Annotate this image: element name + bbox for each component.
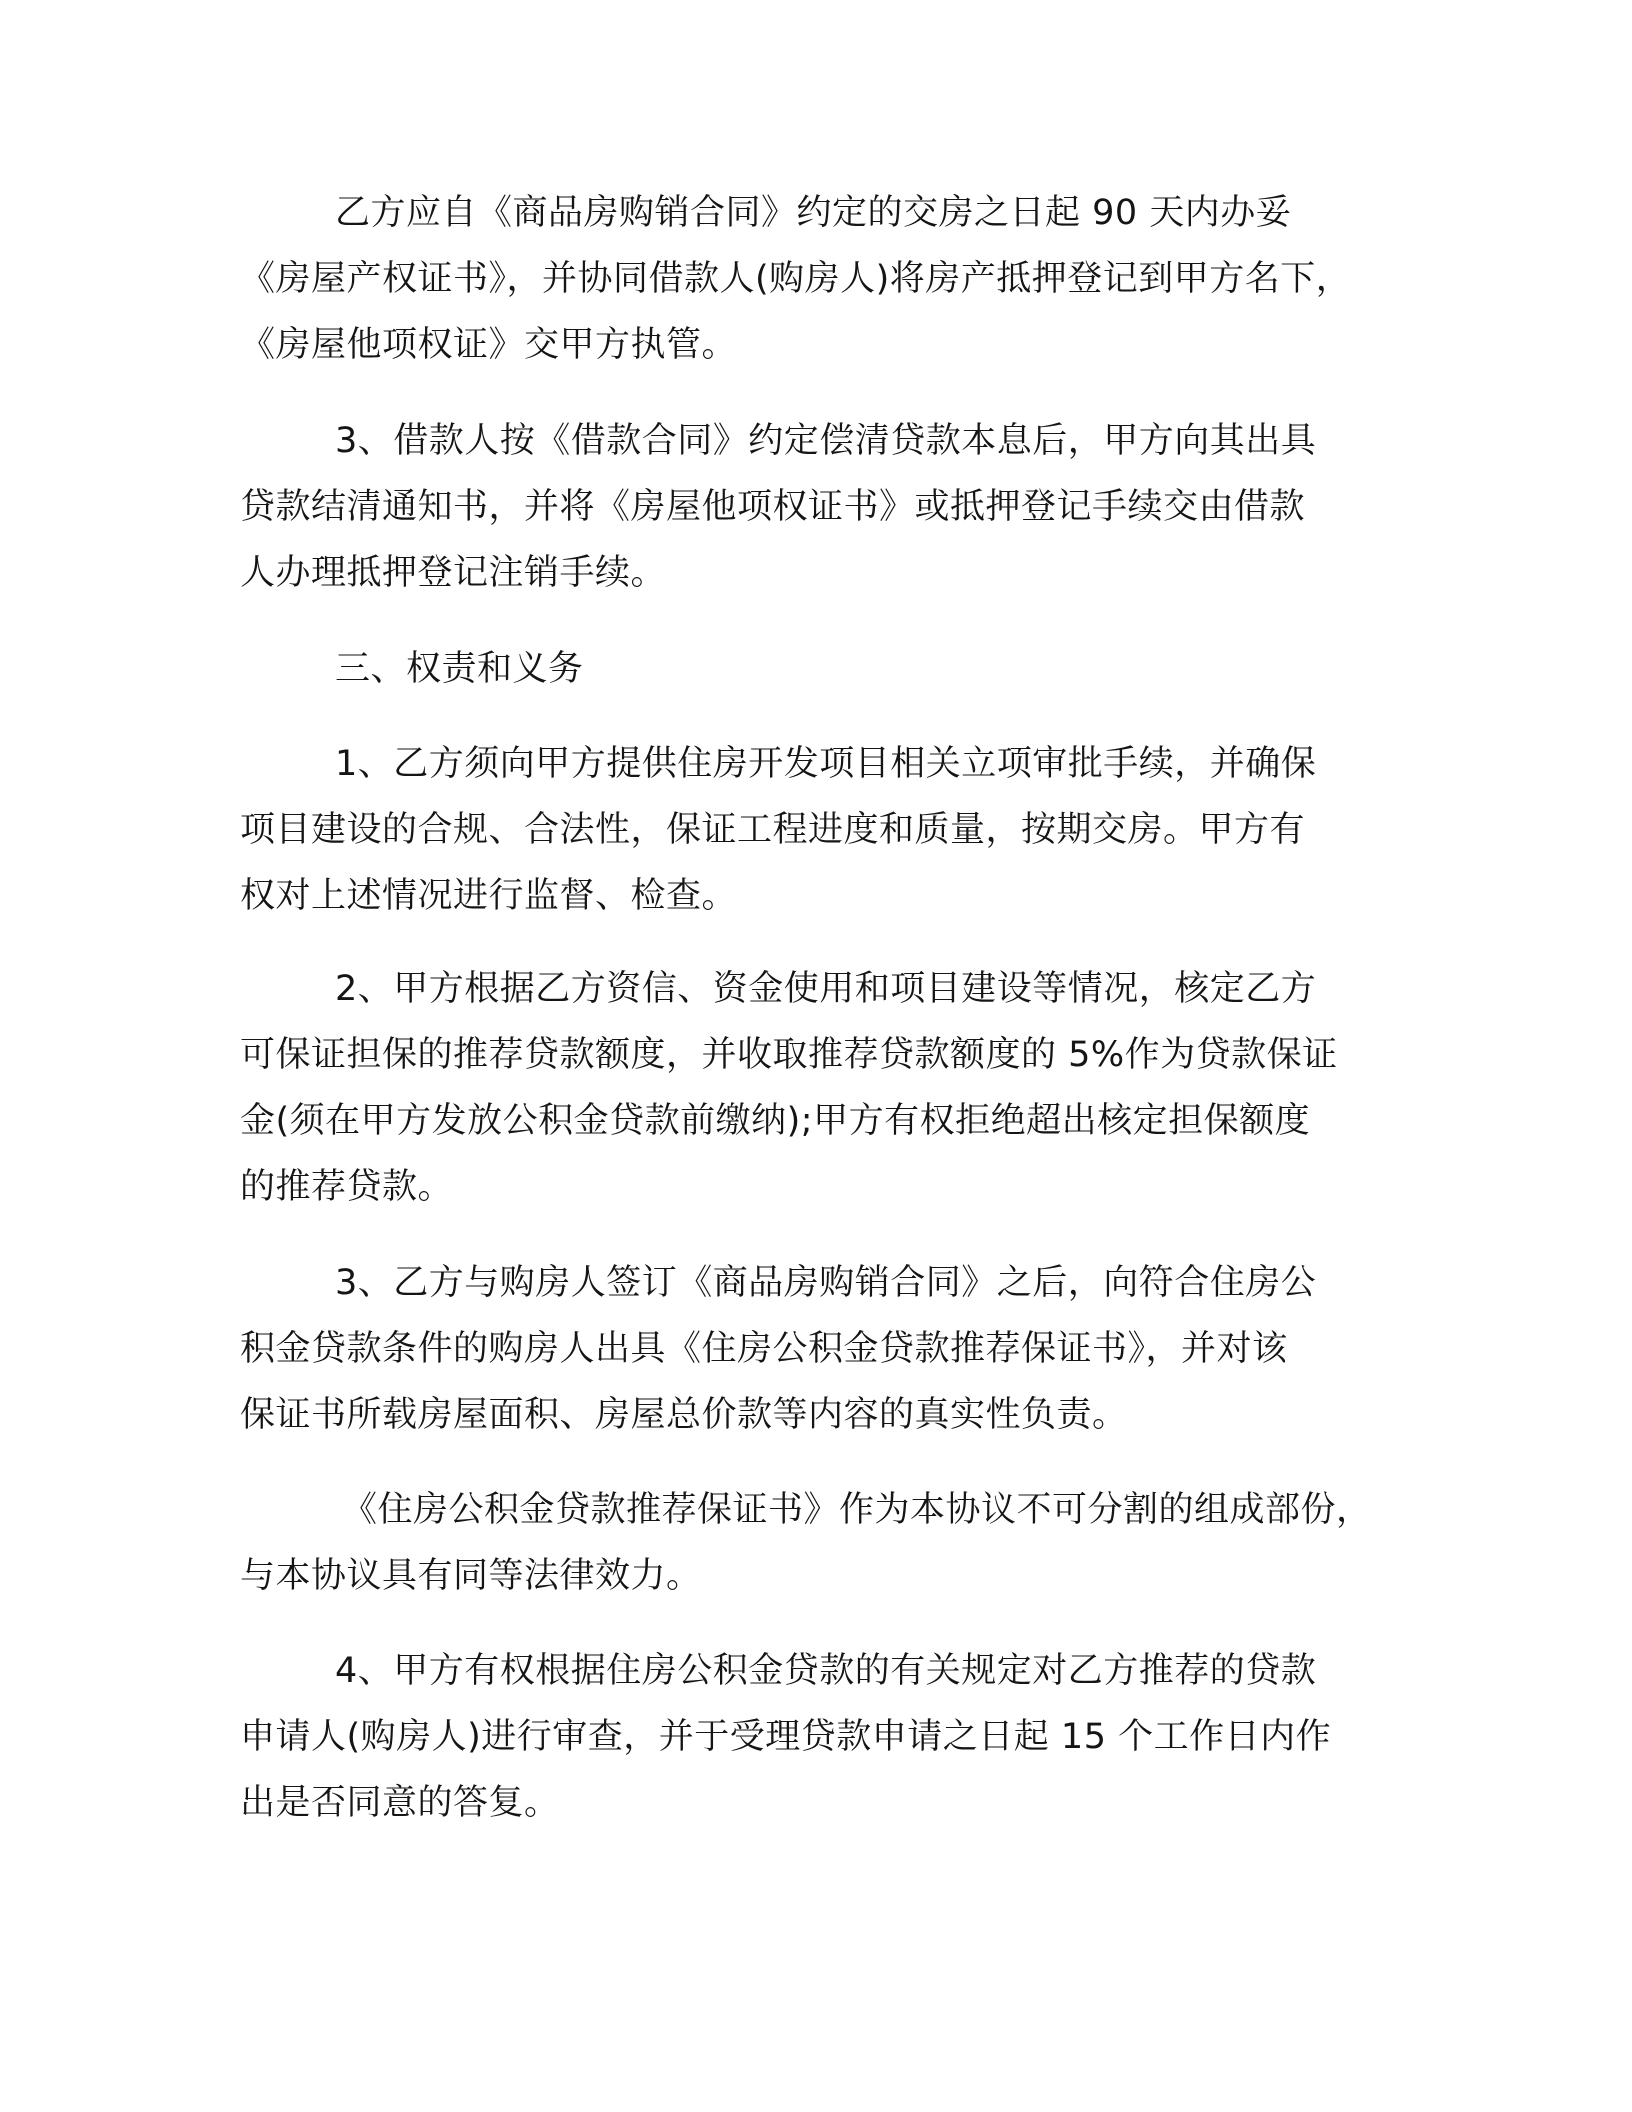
paragraph-line: 的推荐贷款。 bbox=[240, 1167, 454, 1207]
paragraph-line: 可保证担保的推荐贷款额度，并收取推荐贷款额度的 5%作为贷款保证 bbox=[240, 1035, 1338, 1075]
paragraph-clause-3-loan-settlement bbox=[240, 408, 1316, 606]
paragraph-line: 贷款结清通知书，并将《房屋他项权证书》或抵押登记手续交由借款 bbox=[240, 487, 1306, 527]
paragraph-obligation-2 bbox=[240, 956, 1338, 1220]
paragraph-line: 与本协议具有同等法律效力。 bbox=[240, 1556, 702, 1596]
paragraph-obligation-1 bbox=[240, 731, 1316, 929]
section-heading-rights-obligations bbox=[240, 636, 584, 702]
paragraph-line: 出是否同意的答复。 bbox=[240, 1783, 560, 1823]
paragraph-line: 项目建设的合规、合法性，保证工程进度和质量，按期交房。甲方有 bbox=[240, 810, 1306, 850]
paragraph-handover-certificates bbox=[240, 180, 1351, 378]
paragraph-line: 权对上述情况进行监督、检查。 bbox=[240, 876, 738, 916]
paragraph-line: 乙方应自《商品房购销合同》约定的交房之日起 90 天内办妥 bbox=[335, 193, 1292, 233]
paragraph-line: 人办理抵押登记注销手续。 bbox=[240, 553, 667, 593]
paragraph-obligation-4 bbox=[240, 1638, 1331, 1836]
paragraph-line: 《房屋他项权证》交甲方执管。 bbox=[240, 325, 738, 365]
paragraph-line: 申请人(购房人)进行审查，并于受理贷款申请之日起 15 个工作日内作 bbox=[240, 1717, 1332, 1757]
paragraph-line: 金(须在甲方发放公积金贷款前缴纳);甲方有权拒绝超出核定担保额度 bbox=[240, 1101, 1311, 1141]
paragraph-line: 保证书所载房屋面积、房屋总价款等内容的真实性负责。 bbox=[240, 1395, 1128, 1435]
paragraph-line: 4、甲方有权根据住房公积金贷款的有关规定对乙方推荐的贷款 bbox=[335, 1651, 1317, 1691]
section-heading: 三、权责和义务 bbox=[335, 649, 584, 689]
paragraph-line: 《房屋产权证书》，并协同借款人(购房人)将房产抵押登记到甲方名下， bbox=[240, 259, 1352, 299]
paragraph-obligation-3 bbox=[240, 1250, 1316, 1448]
paragraph-line: 3、乙方与购房人签订《商品房购销合同》之后，向符合住房公 bbox=[335, 1263, 1317, 1303]
paragraph-line: 积金贷款条件的购房人出具《住房公积金贷款推荐保证书》，并对该 bbox=[240, 1329, 1288, 1369]
paragraph-line: 2、甲方根据乙方资信、资金使用和项目建设等情况，核定乙方 bbox=[335, 969, 1317, 1009]
paragraph-line: 1、乙方须向甲方提供住房开发项目相关立项审批手续，并确保 bbox=[335, 744, 1317, 784]
paragraph-line: 3、借款人按《借款合同》约定偿清贷款本息后，甲方向其出具 bbox=[335, 421, 1317, 461]
paragraph-guarantee-letter bbox=[240, 1477, 1372, 1609]
paragraph-line: 《住房公积金贷款推荐保证书》作为本协议不可分割的组成部份， bbox=[342, 1490, 1372, 1530]
